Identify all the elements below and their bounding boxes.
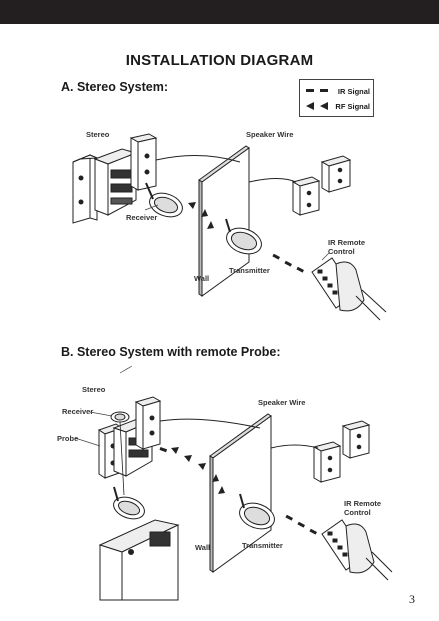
b-speaker-wire-label: Speaker Wire [258, 398, 306, 407]
stereo-b-right-speaker-icon [136, 397, 160, 449]
b-ir-remote-label: IR Remote Control [344, 499, 382, 517]
ir-signal-path-b-upper [159, 447, 167, 452]
ir-signal-path-b [285, 515, 317, 535]
speaker-wire-b-left-path [160, 419, 260, 428]
section-b-title: B. Stereo System with remote Probe: [61, 345, 281, 359]
a-receiver-label: Receiver [126, 213, 158, 222]
probe-icon [111, 487, 148, 523]
legend-ir-label: IR Signal [337, 87, 370, 96]
b-transmitter-label: Transmitter [242, 541, 283, 550]
receiver-b-icon [111, 412, 129, 422]
section-a-title: A. Stereo System: [61, 80, 168, 94]
a-speaker-wire-label: Speaker Wire [246, 130, 294, 139]
a-ir-remote-label: IR Remote Control [328, 238, 366, 256]
page-title: INSTALLATION DIAGRAM [125, 52, 314, 69]
b-probe-label: Probe [57, 434, 79, 443]
b-stereo-label: Stereo [82, 385, 106, 394]
speaker-wire-b-right-path [271, 445, 318, 448]
remote-room-b-speaker-back-icon [343, 421, 369, 458]
legend-rf-label: RF Signal [335, 102, 370, 111]
b-receiver-label: Receiver [62, 407, 94, 416]
page-number: 3 [409, 592, 415, 606]
ir-remote-hand-b-icon [322, 520, 392, 580]
a-wall-label: Wall [194, 274, 210, 283]
a-stereo-label: Stereo [86, 130, 110, 139]
a-transmitter-label: Transmitter [229, 266, 270, 275]
b-wall-label: Wall [195, 543, 211, 552]
probe-cabinet-icon [100, 520, 178, 600]
